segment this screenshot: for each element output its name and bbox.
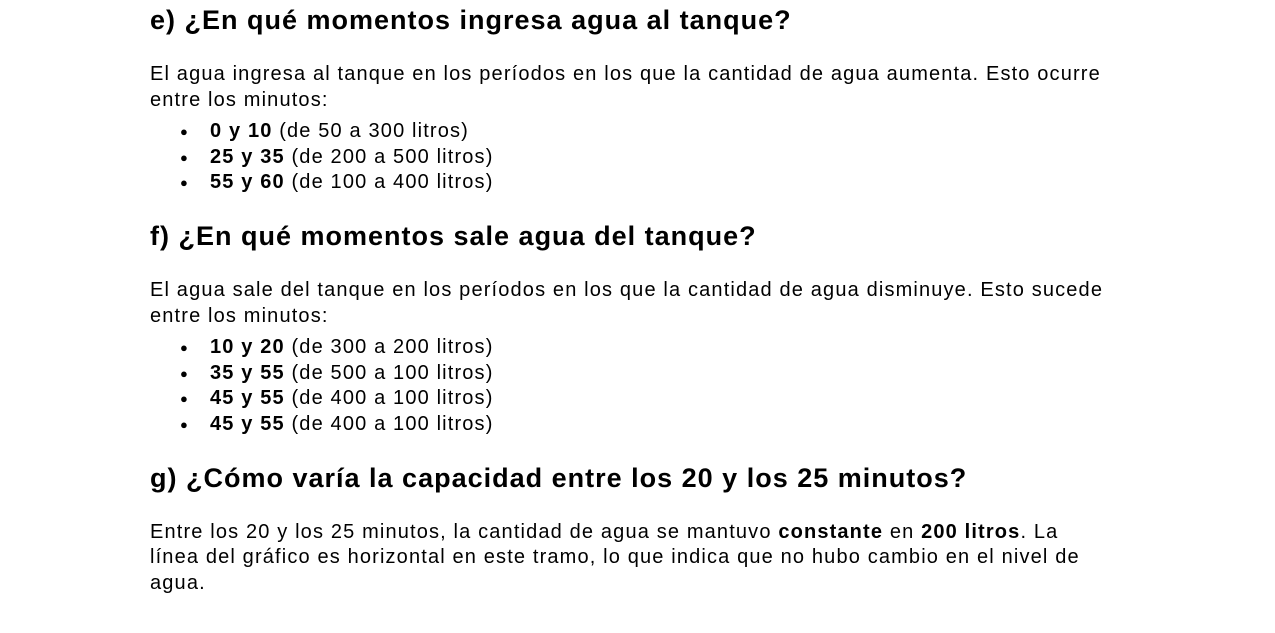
bullet-icon: ● [180,365,188,381]
liters-detail: (de 200 a 500 litros) [284,145,494,168]
question-e-answer-paragraph [150,62,1113,113]
section-question-f [150,219,1113,438]
question-f-answer-text: El agua sale del tanque en los períodos en los que la cantidad de agua disminuye. Esto sucede entre los minutos: [150,278,1104,327]
answer-text-part: . La línea del gráfico es horizontal en este tramo, lo que indica que no hubo cambio en el nivel de agua. [150,520,1080,594]
question-f-heading: f) ¿En qué momentos sale agua del tanque? [150,220,757,251]
list-item [150,412,1113,438]
minute-range: 10 y 20 [210,336,285,359]
bullet-icon: ● [180,124,188,140]
question-e-heading: e) ¿En qué momentos ingresa agua al tanque? [150,5,792,35]
minute-range: 25 y 35 [210,145,285,168]
list-item [150,145,1113,171]
minute-range: 45 y 55 [210,412,285,435]
question-f-bullet-list [150,335,1113,437]
list-item [150,170,1113,196]
liters-detail: (de 100 a 400 litros) [284,171,494,194]
list-item [150,386,1113,412]
list-item [150,119,1113,145]
question-e-answer-text: El agua ingresa al tanque en los períodos en los que la cantidad de agua aumenta. Esto ocurre entre los minutos: [150,63,1101,111]
answer-text-part: en [883,520,922,543]
bullet-icon: ● [180,391,188,407]
list-item [150,335,1113,361]
list-item [150,361,1113,387]
bullet-icon: ● [180,416,188,432]
answer-bold-liters: 200 litros [921,520,1021,543]
question-g-heading: g) ¿Cómo varía la capacidad entre los 20 y los 25 minutos? [150,462,968,493]
section-question-g [150,461,1113,597]
liters-detail: (de 300 a 200 litros) [284,336,494,359]
minute-range: 55 y 60 [210,171,285,194]
question-e-bullet-list [150,119,1113,196]
bullet-icon: ● [180,149,188,165]
answer-text-part: Entre los 20 y los 25 minutos, la cantidad de agua se mantuvo [150,520,779,543]
answer-bold-constante: constante [778,520,884,543]
liters-detail: (de 50 a 300 litros) [272,120,469,143]
liters-detail: (de 500 a 100 litros) [284,361,494,384]
minute-range: 45 y 55 [210,387,285,410]
minute-range: 35 y 55 [210,361,285,384]
section-question-e [150,3,1113,196]
liters-detail: (de 400 a 100 litros) [284,387,494,410]
question-f-answer-paragraph [150,278,1113,329]
bullet-icon: ● [180,340,188,356]
bullet-icon: ● [180,175,188,191]
question-g-answer-paragraph [150,520,1113,597]
minute-range: 0 y 10 [210,120,273,143]
liters-detail: (de 400 a 100 litros) [284,412,494,435]
